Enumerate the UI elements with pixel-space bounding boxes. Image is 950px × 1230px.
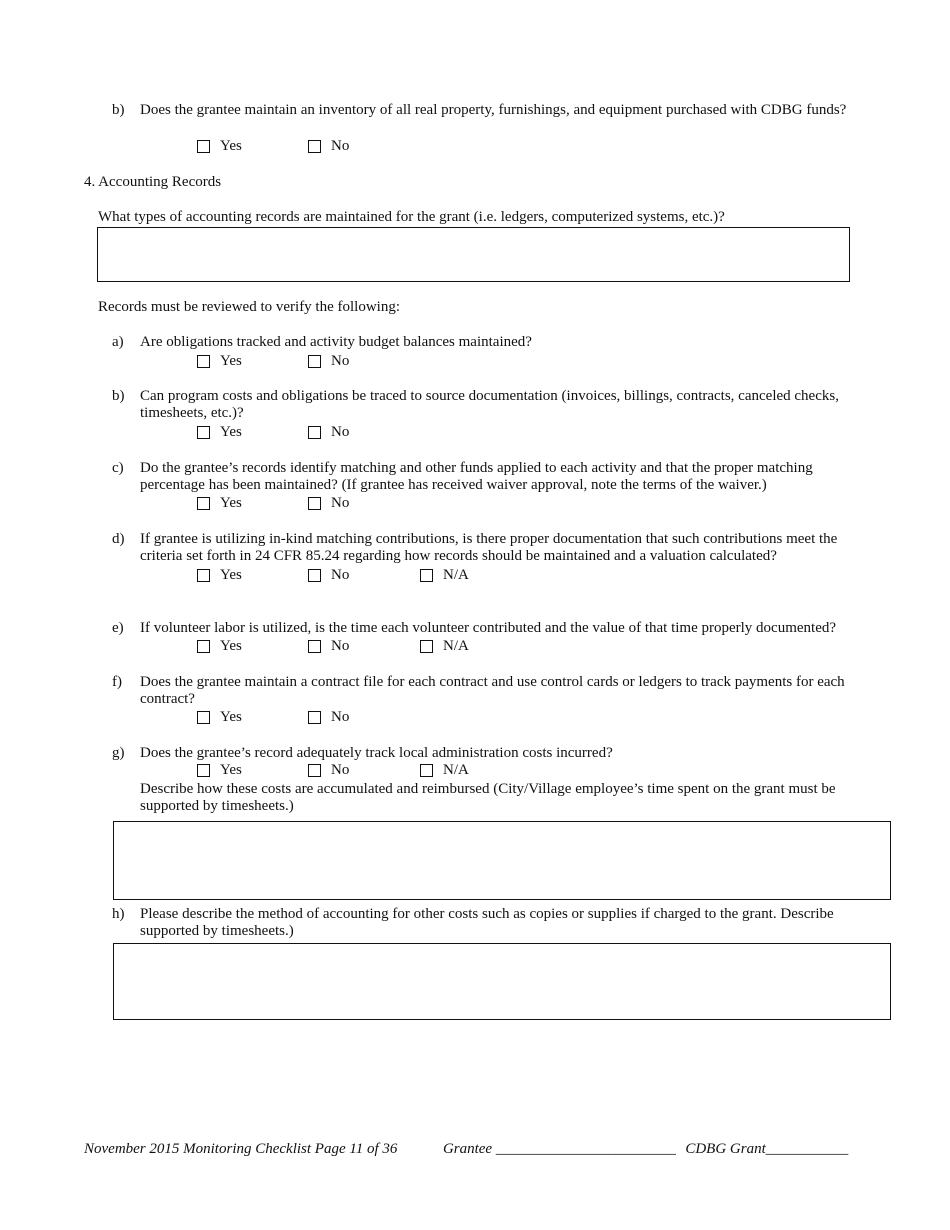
option-label: No <box>331 761 350 778</box>
admin-costs-answer-box[interactable] <box>113 821 891 900</box>
option-label: No <box>331 137 350 154</box>
qf-no-checkbox[interactable] <box>308 709 349 725</box>
qd-yes-checkbox[interactable] <box>197 567 242 583</box>
checkbox-square[interactable] <box>197 711 210 724</box>
checkbox-square[interactable] <box>308 640 321 653</box>
checkbox-square[interactable] <box>420 764 433 777</box>
question-c-letter: c) <box>112 460 124 476</box>
qe-na-checkbox[interactable] <box>420 638 469 654</box>
option-label: Yes <box>220 637 242 654</box>
checkbox-square[interactable] <box>308 711 321 724</box>
qg-na-checkbox[interactable] <box>420 762 469 778</box>
qf-yes-checkbox[interactable] <box>197 709 242 725</box>
checkbox-square[interactable] <box>420 569 433 582</box>
verify-intro: Records must be reviewed to verify the following: <box>98 299 401 315</box>
option-label: Yes <box>220 352 242 369</box>
question-3b-text: Does the grantee maintain an inventory of all real property, furnishings, and equipment purchased with CDBG funds? <box>140 102 847 118</box>
checkbox-square[interactable] <box>197 426 210 439</box>
qg-no-checkbox[interactable] <box>308 762 349 778</box>
qg-yes-checkbox[interactable] <box>197 762 242 778</box>
section-heading-accounting-records: 4. Accounting Records <box>84 174 222 190</box>
other-costs-answer-box[interactable] <box>113 943 891 1020</box>
q3b-yes-checkbox[interactable] <box>197 138 242 154</box>
question-a-text: Are obligations tracked and activity budget balances maintained? <box>140 334 532 350</box>
checkbox-square[interactable] <box>308 497 321 510</box>
checkbox-square[interactable] <box>308 764 321 777</box>
option-label: Yes <box>220 137 242 154</box>
option-label: N/A <box>443 761 469 778</box>
qe-no-checkbox[interactable] <box>308 638 349 654</box>
accounting-records-prompt: What types of accounting records are maintained for the grant (i.e. ledgers, computerized systems, etc.)? <box>98 209 725 225</box>
question-d-text: If grantee is utilizing in-kind matching contributions, is there proper documentation that such contributions meet the criteria set forth in 24 CFR 85.24 regarding how records should be maintained and a valuation calculated? <box>140 531 838 564</box>
option-label: Yes <box>220 708 242 725</box>
qb-no-checkbox[interactable] <box>308 424 349 440</box>
checkbox-square[interactable] <box>197 355 210 368</box>
qa-yes-checkbox[interactable] <box>197 353 242 369</box>
checkbox-square[interactable] <box>308 426 321 439</box>
option-label: Yes <box>220 494 242 511</box>
question-3b-letter: b) <box>112 102 125 118</box>
footer-cdbg-grant: CDBG Grant___________ <box>685 1141 849 1157</box>
option-label: Yes <box>220 566 242 583</box>
q3b-no-checkbox[interactable] <box>308 138 349 154</box>
question-g-letter: g) <box>112 745 125 761</box>
checkbox-square[interactable] <box>197 569 210 582</box>
option-label: No <box>331 423 350 440</box>
checkbox-square[interactable] <box>197 497 210 510</box>
option-label: No <box>331 352 350 369</box>
qd-no-checkbox[interactable] <box>308 567 349 583</box>
qc-no-checkbox[interactable] <box>308 495 349 511</box>
footer-page-info: November 2015 Monitoring Checklist Page 11 of 36 <box>84 1141 398 1157</box>
checkbox-square[interactable] <box>308 355 321 368</box>
footer-grantee: Grantee ________________________ <box>442 1141 676 1157</box>
question-h-letter: h) <box>112 906 125 922</box>
qe-yes-checkbox[interactable] <box>197 638 242 654</box>
question-g-text: Does the grantee’s record adequately track local administration costs incurred? <box>140 745 613 761</box>
question-d-letter: d) <box>112 531 125 547</box>
question-e-letter: e) <box>112 620 124 636</box>
option-label: N/A <box>443 637 469 654</box>
question-g-describe: Describe how these costs are accumulated and reimbursed (City/Village employee’s time spent on the grant must be supported by timesheets.) <box>140 781 836 814</box>
question-f-letter: f) <box>112 674 122 690</box>
option-label: No <box>331 566 350 583</box>
option-label: N/A <box>443 566 469 583</box>
page-footer <box>84 1141 848 1158</box>
option-label: No <box>331 494 350 511</box>
question-b-letter: b) <box>112 388 125 404</box>
question-f-text: Does the grantee maintain a contract file for each contract and use control cards or ledgers to track payments for each contract? <box>140 674 845 707</box>
option-label: No <box>331 708 350 725</box>
qc-yes-checkbox[interactable] <box>197 495 242 511</box>
checkbox-square[interactable] <box>197 140 210 153</box>
option-label: Yes <box>220 423 242 440</box>
checkbox-square[interactable] <box>197 764 210 777</box>
question-h-text: Please describe the method of accounting for other costs such as copies or supplies if charged to the grant. Describe supported by timesheets.) <box>140 906 834 939</box>
checkbox-square[interactable] <box>420 640 433 653</box>
qd-na-checkbox[interactable] <box>420 567 469 583</box>
checkbox-square[interactable] <box>197 640 210 653</box>
checkbox-square[interactable] <box>308 569 321 582</box>
qb-yes-checkbox[interactable] <box>197 424 242 440</box>
checkbox-square[interactable] <box>308 140 321 153</box>
question-c-text: Do the grantee’s records identify matching and other funds applied to each activity and that the proper matching percentage has been maintained? (If grantee has received waiver approval, note the terms of the waiver.) <box>140 460 813 493</box>
option-label: Yes <box>220 761 242 778</box>
option-label: No <box>331 637 350 654</box>
question-a-letter: a) <box>112 334 124 350</box>
question-b-text: Can program costs and obligations be traced to source documentation (invoices, billings, contracts, canceled checks, timesheets, etc.)? <box>140 388 839 421</box>
qa-no-checkbox[interactable] <box>308 353 349 369</box>
accounting-records-answer-box[interactable] <box>97 227 850 282</box>
question-e-text: If volunteer labor is utilized, is the time each volunteer contributed and the value of that time properly documented? <box>140 620 837 636</box>
